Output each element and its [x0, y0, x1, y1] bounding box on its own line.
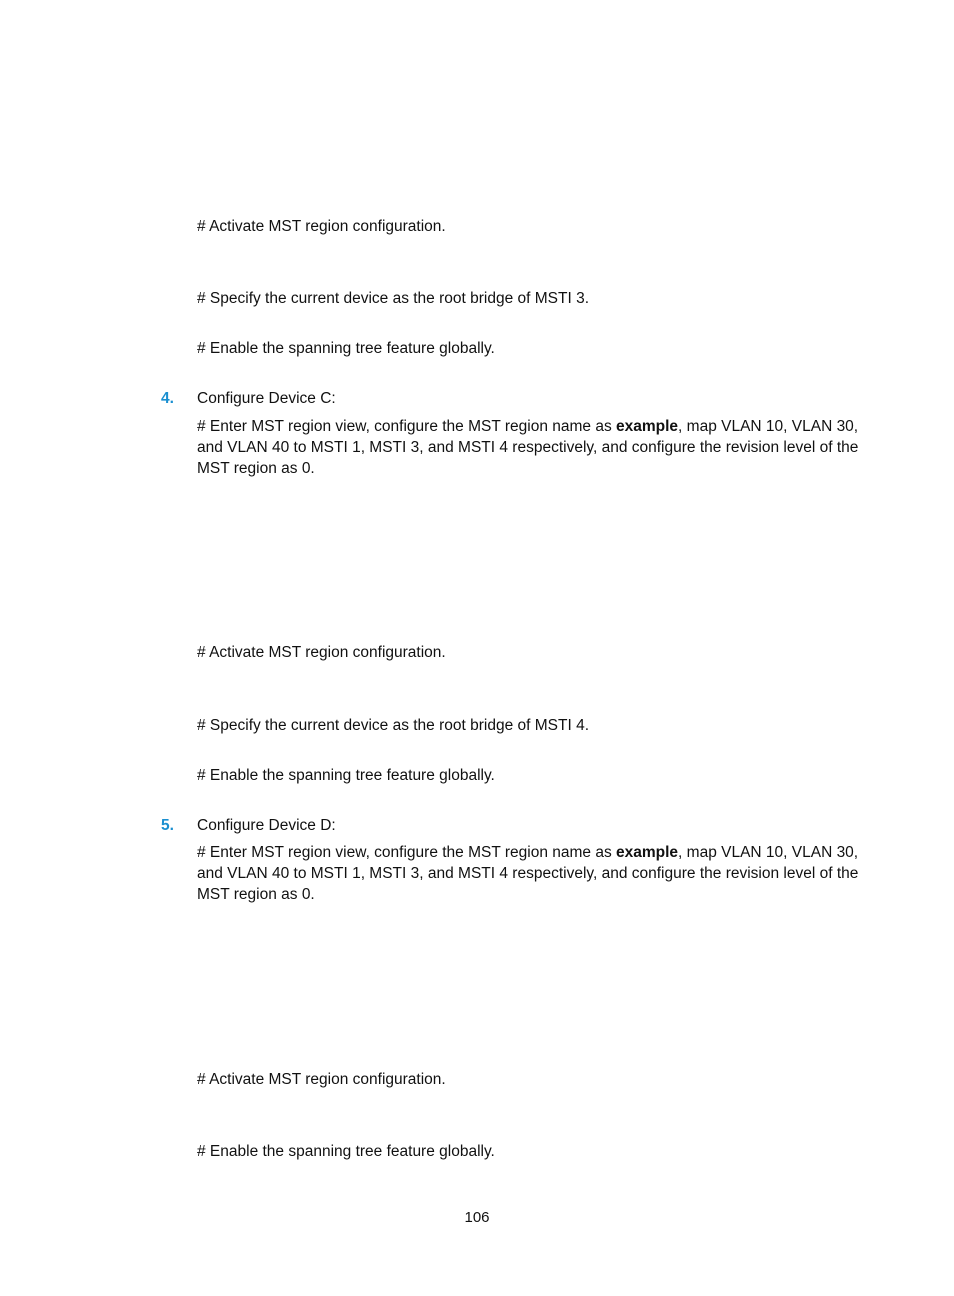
step-description	[197, 842, 869, 905]
region-name-keyword: example	[616, 844, 679, 861]
step-description	[197, 416, 869, 479]
step-number: 5.	[161, 817, 174, 834]
region-name-keyword: example	[616, 418, 679, 435]
description-text: # Enter MST region view, configure the MST region name as	[197, 418, 616, 435]
comment-enable-stp: # Enable the spanning tree feature globally.	[197, 340, 495, 357]
description-text: # Enter MST region view, configure the MST region name as	[197, 844, 616, 861]
comment-enable-stp: # Enable the spanning tree feature globally.	[197, 1143, 495, 1160]
comment-enable-stp: # Enable the spanning tree feature globally.	[197, 767, 495, 784]
step-title: Configure Device D:	[197, 817, 336, 834]
description-text: , map VLAN 10, VLAN 30, and VLAN 40 to MSTI 1, MSTI 3, and MSTI 4 respectively, and configure the revision level of the MST region as 0.	[197, 418, 859, 477]
comment-activate-region: # Activate MST region configuration.	[197, 218, 446, 235]
step-title: Configure Device C:	[197, 390, 336, 407]
comment-activate-region: # Activate MST region configuration.	[197, 1071, 446, 1088]
comment-activate-region: # Activate MST region configuration.	[197, 644, 446, 661]
comment-root-bridge-msti4: # Specify the current device as the root bridge of MSTI 4.	[197, 717, 590, 734]
page-number: 106	[464, 1209, 490, 1226]
comment-root-bridge-msti3: # Specify the current device as the root bridge of MSTI 3.	[197, 290, 590, 307]
description-text: , map VLAN 10, VLAN 30, and VLAN 40 to MSTI 1, MSTI 3, and MSTI 4 respectively, and configure the revision level of the MST region as 0.	[197, 844, 859, 903]
step-number: 4.	[161, 390, 174, 407]
